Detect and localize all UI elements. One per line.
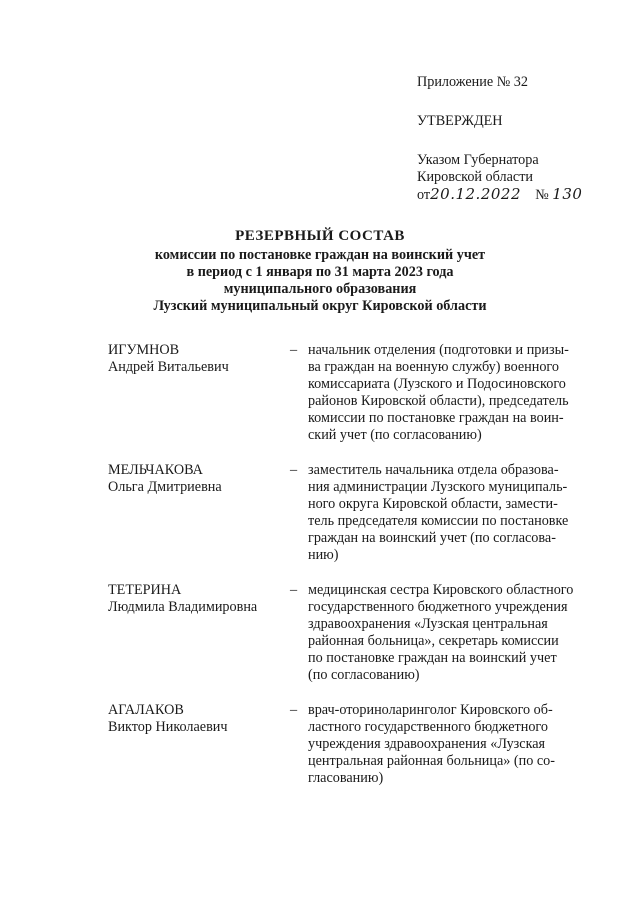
member-given-name: Людмила Владимировна: [108, 599, 258, 615]
dash-separator: –: [290, 702, 298, 718]
role-line: граждан на воинский учет (по согласова-: [308, 530, 556, 546]
member-role: [308, 342, 588, 444]
title-line-1: комиссии по постановке граждан на воинский учет: [154, 247, 486, 263]
title-line-2: в период с 1 января по 31 марта 2023 года: [186, 264, 454, 280]
member-surname: ИГУМНОВ: [108, 342, 180, 358]
role-line: начальник отделения (подготовки и призы-: [308, 342, 569, 358]
document-title: [0, 228, 640, 315]
handwritten-number: 130: [552, 185, 583, 203]
role-line: ластного государственного бюджетного: [308, 719, 548, 735]
member-role: [308, 582, 588, 684]
member-role: [308, 462, 588, 564]
dash-separator: –: [290, 342, 298, 358]
member-given-name: Виктор Николаевич: [108, 719, 228, 735]
role-line: государственного бюджетного учреждения: [308, 599, 568, 615]
role-line: врач-оториноларинголог Кировского об-: [308, 702, 553, 718]
role-line: медицинская сестра Кировского областного: [308, 582, 574, 598]
role-line: ва граждан на военную службу) военного: [308, 359, 559, 375]
role-line: центральная районная больница» (по со-: [308, 753, 555, 769]
role-line: нию): [308, 547, 339, 563]
handwritten-date: 20.12.2022: [430, 185, 521, 203]
member-name: [108, 582, 283, 616]
date-prefix: от: [417, 187, 431, 203]
role-line: районная больница», секретарь комиссии: [308, 633, 559, 649]
approved-label: УТВЕРЖДЕН: [417, 113, 503, 129]
member-given-name: Ольга Дмитриевна: [108, 479, 222, 495]
role-line: районов Кировской области), председатель: [308, 393, 569, 409]
member-name: [108, 342, 283, 376]
member-name: [108, 462, 283, 496]
role-line: (по согласованию): [308, 667, 420, 683]
member-surname: ТЕТЕРИНА: [108, 582, 182, 598]
role-line: ния администрации Лузского муниципаль-: [308, 479, 568, 495]
role-line: тель председателя комиссии по постановке: [308, 513, 569, 529]
role-line: заместитель начальника отдела образова-: [308, 462, 559, 478]
decree-line-1: Указом Губернатора: [417, 152, 539, 168]
role-line: комиссии по постановке граждан на воин-: [308, 410, 564, 426]
role-line: ного округа Кировской области, замести-: [308, 496, 558, 512]
number-prefix: №: [535, 187, 549, 203]
dash-separator: –: [290, 582, 298, 598]
approval-stamp: [417, 74, 582, 204]
member-role: [308, 702, 588, 787]
member-given-name: Андрей Витальевич: [108, 359, 229, 375]
title-line-4: Лузский муниципальный округ Кировской области: [153, 298, 487, 314]
role-line: по постановке граждан на воинский учет: [308, 650, 557, 666]
member-surname: МЕЛЬЧАКОВА: [108, 462, 203, 478]
role-line: ский учет (по согласованию): [308, 427, 482, 443]
member-name: [108, 702, 283, 736]
appendix-number: Приложение № 32: [417, 74, 528, 90]
title-main: РЕЗЕРВНЫЙ СОСТАВ: [235, 228, 405, 244]
decree-line-2: Кировской области: [417, 169, 533, 185]
member-surname: АГАЛАКОВ: [108, 702, 184, 718]
role-line: здравоохранения «Лузская центральная: [308, 616, 548, 632]
dash-separator: –: [290, 462, 298, 478]
role-line: учреждения здравоохранения «Лузская: [308, 736, 546, 752]
role-line: гласованию): [308, 770, 384, 786]
role-line: комиссариата (Лузского и Подосиновского: [308, 376, 566, 392]
title-line-3: муниципального образования: [223, 281, 417, 297]
decree-date-line: [417, 186, 582, 204]
